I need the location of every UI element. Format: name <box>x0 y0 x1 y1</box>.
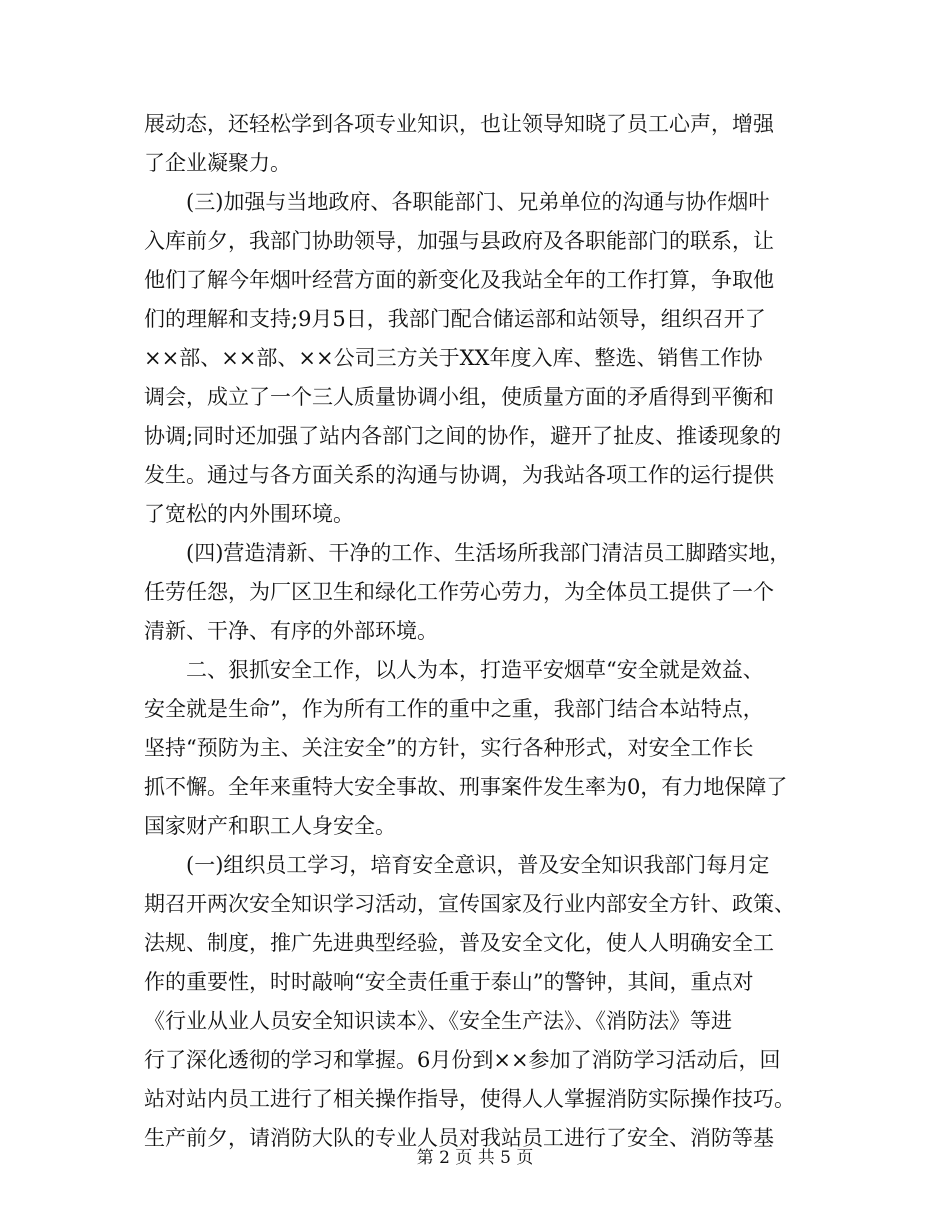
text-line: 行了深化透彻的学习和掌握。6月份到××参加了消防学习活动后，回 <box>144 1048 781 1072</box>
text-line: 国家财产和职工人身安全。 <box>144 814 396 838</box>
text-line: 安全就是生命”，作为所有工作的重中之重，我部门结合本站特点， <box>144 697 764 721</box>
text-line: 任劳任怨，为厂区卫生和绿化工作劳心劳力，为全体员工提供了一个 <box>144 580 774 604</box>
text-line: 发生。通过与各方面关系的沟通与协调，为我站各项工作的运行提供 <box>144 463 774 487</box>
text-line: 坚持“预防为主、关注安全”的方针，实行各种形式，对安全工作长 <box>144 736 754 760</box>
text-line: 法规、制度，推广先进典型经验，普及安全文化，使人人明确安全工 <box>144 931 774 955</box>
text-line: (三)加强与当地政府、各职能部门、兄弟单位的沟通与协作烟叶 <box>144 190 770 214</box>
page-number-footer: 第 2 页 共 5 页 <box>416 1148 534 1168</box>
text-line: 作的重要性，时时敲响“安全责任重于泰山”的警钟，其间，重点对 <box>144 970 754 994</box>
text-line: 了宽松的内外围环境。 <box>144 502 354 526</box>
text-line: 生产前夕，请消防大队的专业人员对我站员工进行了安全、消防等基 <box>144 1126 774 1150</box>
text-line: 调会，成立了一个三人质量协调小组，使质量方面的矛盾得到平衡和 <box>144 385 774 409</box>
text-line: 清新、干净、有序的外部环境。 <box>144 619 438 643</box>
text-line: 入库前夕，我部门协助领导，加强与县政府及各职能部门的联系，让 <box>144 229 774 253</box>
text-line: 抓不懈。全年来重特大安全事故、刑事案件发生率为0，有力地保障了 <box>144 775 788 799</box>
text-line: (四)营造清新、干净的工作、生活场所我部门清洁员工脚踏实地， <box>144 541 791 565</box>
text-line: 他们了解今年烟叶经营方面的新变化及我站全年的工作打算，争取他 <box>144 268 774 292</box>
text-line: 们的理解和支持;9月5日，我部门配合储运部和站领导，组织召开了 <box>144 307 766 331</box>
text-line: ××部、××部、××公司三方关于XX年度入库、整选、销售工作协 <box>144 346 763 370</box>
text-line: 《行业从业人员安全知识读本》、《安全生产法》、《消防法》等进 <box>144 1009 732 1033</box>
text-line: 期召开两次安全知识学习活动，宣传国家及行业内部安全方针、政策、 <box>144 892 795 916</box>
text-line: 了企业凝聚力。 <box>144 151 291 175</box>
text-line: (一)组织员工学习，培育安全意识，普及安全知识我部门每月定 <box>144 853 770 877</box>
text-line: 协调;同时还加强了站内各部门之间的协作，避开了扯皮、推诿现象的 <box>144 424 782 448</box>
text-line: 站对站内员工进行了相关操作指导，使得人人掌握消防实际操作技巧。 <box>144 1087 795 1111</box>
text-line: 二、狠抓安全工作，以人为本，打造平安烟草“安全就是效益、 <box>144 658 764 682</box>
text-line: 展动态，还轻松学到各项专业知识，也让领导知晓了员工心声，增强 <box>144 112 774 136</box>
